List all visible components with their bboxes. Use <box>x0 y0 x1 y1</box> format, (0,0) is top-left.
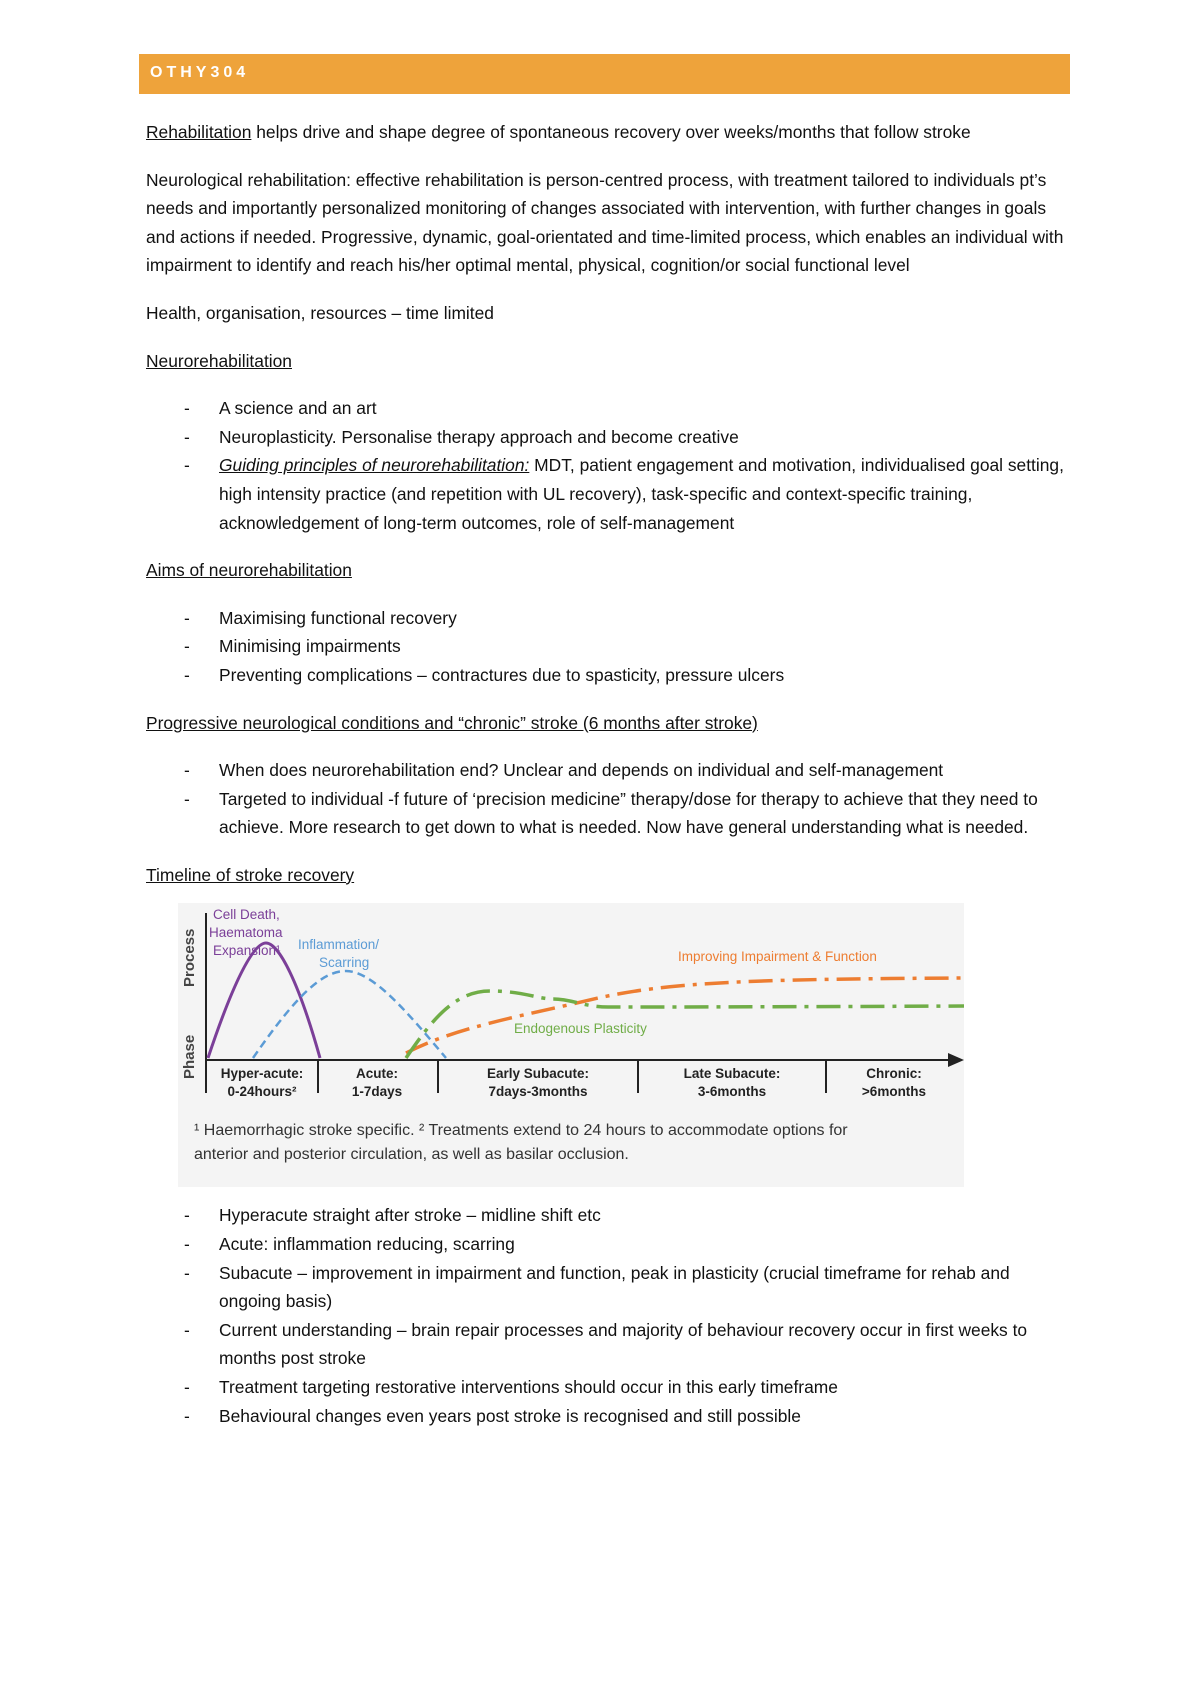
phase-name: Hyper-acute: <box>220 1066 304 1082</box>
inflammation-label <box>298 937 383 970</box>
timeline-list <box>146 1201 1076 1430</box>
list-item: - Neuroplasticity. Personalise therapy approach and become creative <box>146 423 1076 452</box>
cell-death-label-line: Expansion¹ <box>213 943 281 959</box>
cell-death-label <box>209 907 286 958</box>
list-item: - Behavioural changes even years post stroke is recognised and still possible <box>146 1402 1076 1431</box>
neuro-rehab-paragraph: Neurological rehabilitation: effective rehabilitation is person-centred process, with treatment tailored to individuals pt’s needs and importantly personalized monitoring of changes associated with intervention, with further changes in goals and actions if needed. Progressive, dynamic, goal-orientated and time-limited process, which enables an individual with impairment to identify and reach his/her optimal mental, physical, cognition/or social functional level <box>146 169 1064 276</box>
list-item: - Maximising functional recovery <box>146 604 1076 633</box>
phase-range: 1-7days <box>351 1084 403 1100</box>
rehab-intro <box>146 118 1076 147</box>
improving-function-curve <box>406 978 964 1053</box>
y-axis-phase-label: Phase <box>181 1035 198 1080</box>
rehab-text: helps drive and shape degree of spontaneous recovery over weeks/months that follow stroke <box>251 122 971 142</box>
phase-range: >6months <box>861 1084 927 1100</box>
stroke-recovery-timeline-figure <box>178 903 964 1187</box>
list-item: - Acute: inflammation reducing, scarring <box>146 1230 1076 1259</box>
aims-heading: Aims of neurorehabilitation <box>146 560 352 581</box>
list-item: - Hyperacute straight after stroke – midline shift etc <box>146 1201 1076 1230</box>
figure-footnote-line: ¹ Haemorrhagic stroke specific. ² Treatments extend to 24 hours to accommodate options for <box>194 1122 848 1140</box>
health-line: Health, organisation, resources – time limited <box>146 302 494 323</box>
phase-name: Early Subacute: <box>486 1066 590 1082</box>
cell-death-label-line: Cell Death, <box>213 907 280 923</box>
aims-list <box>146 604 1076 690</box>
progressive-heading: Progressive neurological conditions and “chronic” stroke (6 months after stroke) <box>146 712 758 733</box>
list-item: - A science and an art <box>146 394 1076 423</box>
inflammation-label-line: Inflammation/ <box>298 937 380 953</box>
timeline-heading: Timeline of stroke recovery <box>146 864 355 885</box>
header-bar <box>139 54 1070 94</box>
inflammation-label-line: Scarring <box>319 955 370 971</box>
neurorehab-list <box>146 394 1076 537</box>
phase-name: Late Subacute: <box>683 1066 781 1082</box>
y-axis-process-label: Process <box>181 929 198 988</box>
list-item: - Minimising impairments <box>146 632 1076 661</box>
phase-range: 7days-3months <box>488 1084 588 1100</box>
list-item: - Targeted to individual -f future of ‘precision medicine” therapy/dose for therapy to achieve that they need to achieve. More research to get down to what is needed. Now have general understanding what is needed. <box>146 785 1076 842</box>
timeline-svg <box>178 903 964 1187</box>
phase-range: 3-6months <box>697 1084 767 1100</box>
phase-name: Chronic: <box>866 1066 922 1082</box>
endogenous-plasticity-label: Endogenous Plasticity <box>514 1021 647 1037</box>
guiding-principles-label: Guiding principles of neurorehabilitation: <box>219 455 530 476</box>
rehab-term: Rehabilitation <box>146 122 252 142</box>
list-item: - Preventing complications – contractures due to spasticity, pressure ulcers <box>146 661 1076 690</box>
figure-footnote-line: anterior and posterior circulation, as well as basilar occlusion. <box>194 1146 629 1164</box>
list-item: - Current understanding – brain repair processes and majority of behaviour recovery occur in first weeks to months post stroke <box>146 1316 1076 1373</box>
cell-death-label-line: Haematoma <box>209 925 283 941</box>
guiding-principles-text: MDT, patient engagement and motivation, individualised goal setting, high intensity practice (and repetition with UL recovery), task-specific and context-specific training, acknowledgement of long-term outcomes, role of self-management <box>219 455 1064 533</box>
neurorehab-heading: Neurorehabilitation <box>146 350 292 371</box>
list-item: - When does neurorehabilitation end? Unclear and depends on individual and self-management <box>146 756 1076 785</box>
phase-name: Acute: <box>355 1066 399 1082</box>
course-code: OTHY304 <box>150 64 250 81</box>
x-axis-arrowhead <box>948 1053 964 1067</box>
progressive-list <box>146 756 1076 842</box>
improving-function-label: Improving Impairment & Function <box>678 949 877 965</box>
list-item <box>146 451 1076 537</box>
list-item: - Treatment targeting restorative interventions should occur in this early timeframe <box>146 1373 1076 1402</box>
phase-range: 0-24hours² <box>227 1084 297 1100</box>
document-body <box>146 118 1076 1449</box>
list-item: - Subacute – improvement in impairment and function, peak in plasticity (crucial timeframe for rehab and ongoing basis) <box>146 1259 1076 1316</box>
phase-labels <box>221 1066 926 1099</box>
